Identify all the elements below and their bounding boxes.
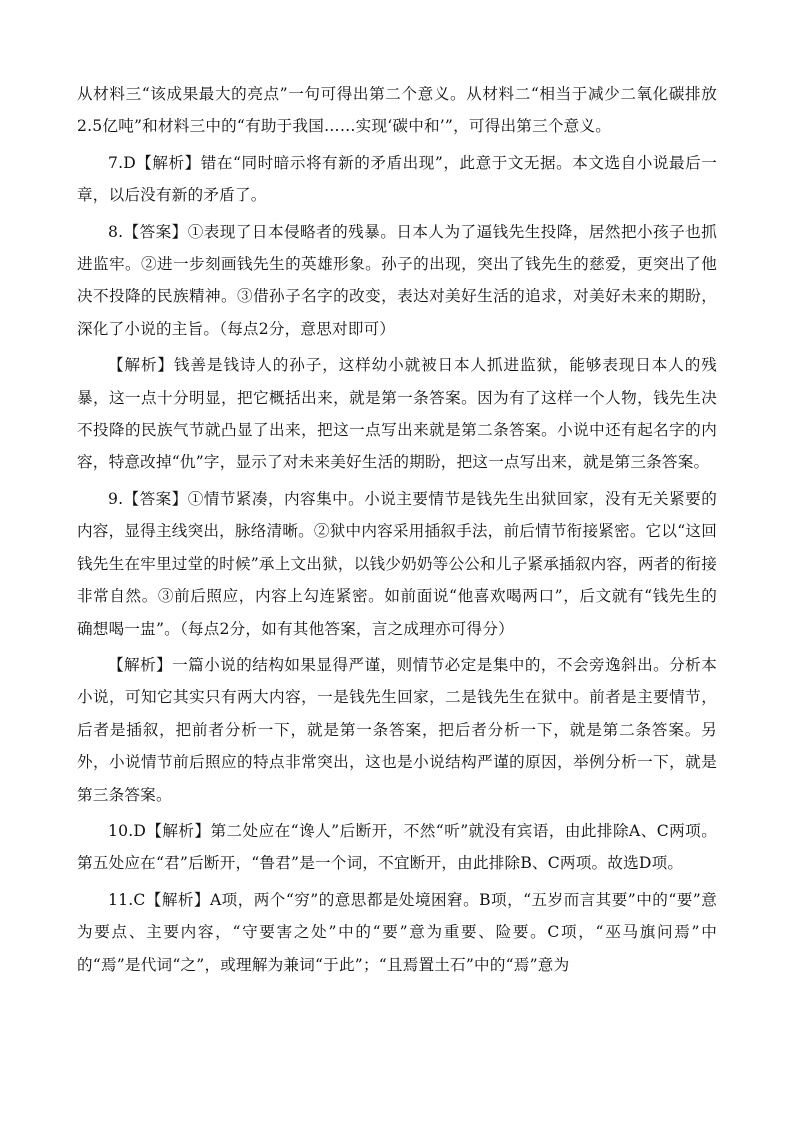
paragraph-continuation: 从材料三“该成果最大的亮点”一句可得出第二个意义。从材料二“相当于减少二氧化碳排放2.5亿吨”和材料三中的“有助于我国……实现‘碳中和’”，可得出第三个意义。 — [77, 85, 717, 136]
paragraph-q9-analysis: 【解析】一篇小说的结构如果显得严谨，则情节必定是集中的，不会旁逸斜出。分析本小说，可知它其实只有两大内容，一是钱先生回家，二是钱先生在狱中。前者是主要情节，后者是插叙，把前者分析一下，就是第一条答案，把后者分析一下，就是第二条答案。另外，小说情节前后照应的特点非常突出，这也是小说结构严谨的原因，举例分析一下，就是第三条答案。 — [77, 655, 717, 804]
paragraph-q8-answer: 8.【答案】①表现了日本侵略者的残暴。日本人为了逼钱先生投降，居然把小孩子也抓进监牢。②进一步刻画钱先生的英雄形象。孙子的出现，突出了钱先生的慈爱，更突出了他决不投降的民族精神。③借孙子名字的改变，表达对美好生活的追求，对美好未来的期盼，深化了小说的主旨。（每点2分，意思对即可） — [77, 222, 717, 338]
paragraph-q10-analysis: 10.D【解析】第二处应在“谗人”后断开，不然“听”就没有宾语，由此排除A、C两项。第五处应在“君”后断开，“鲁君”是一个词，不宜断开，由此排除B、C两项。故选D项。 — [77, 821, 717, 873]
paragraph-q7-analysis: 7.D【解析】错在“同时暗示将有新的矛盾出现”，此意于文无据。本文选自小说最后一章，以后没有新的矛盾了。 — [77, 153, 717, 205]
paragraph-q8-analysis: 【解析】钱善是钱诗人的孙子，这样幼小就被日本人抓进监狱，能够表现日本人的残暴，这一点十分明显，把它概括出来，就是第一条答案。因为有了这样一个人物，钱先生决不投降的民族气节就凸显了出来，把这一点写出来就是第二条答案。小说中还有起名字的内容，特意改掉“仇”字，显示了对未来美好生活的期盼，把这一点写出来，就是第三条答案。 — [77, 356, 717, 472]
paragraph-q11-analysis: 11.C【解析】A项，两个“穷”的意思都是处境困窘。B项，“五岁而言其要”中的“要”意为要点、主要内容，“守要害之处”中的“要”意为重要、险要。C项，“巫马旗问焉”中的“焉”是代词“之”，或理解为兼词“于此”；“且焉置土石”中的“焉”意为 — [77, 890, 717, 974]
document-body — [77, 78, 717, 985]
paragraph-q9-answer: 9.【答案】①情节紧凑，内容集中。小说主要情节是钱先生出狱回家，没有无关紧要的内容，显得主线突出，脉络清晰。②狱中内容采用插叙手法，前后情节衔接紧密。它以“这回钱先生在牢里过堂的时候”承上文出狱，以钱少奶奶等公公和儿子紧承插叙内容，两者的衔接非常自然。③前后照应，内容上勾连紧密。如前面说“他喜欢喝两口”，后文就有“钱先生的确想喝一盅”。（每点2分，如有其他答案，言之成理亦可得分） — [77, 489, 717, 638]
